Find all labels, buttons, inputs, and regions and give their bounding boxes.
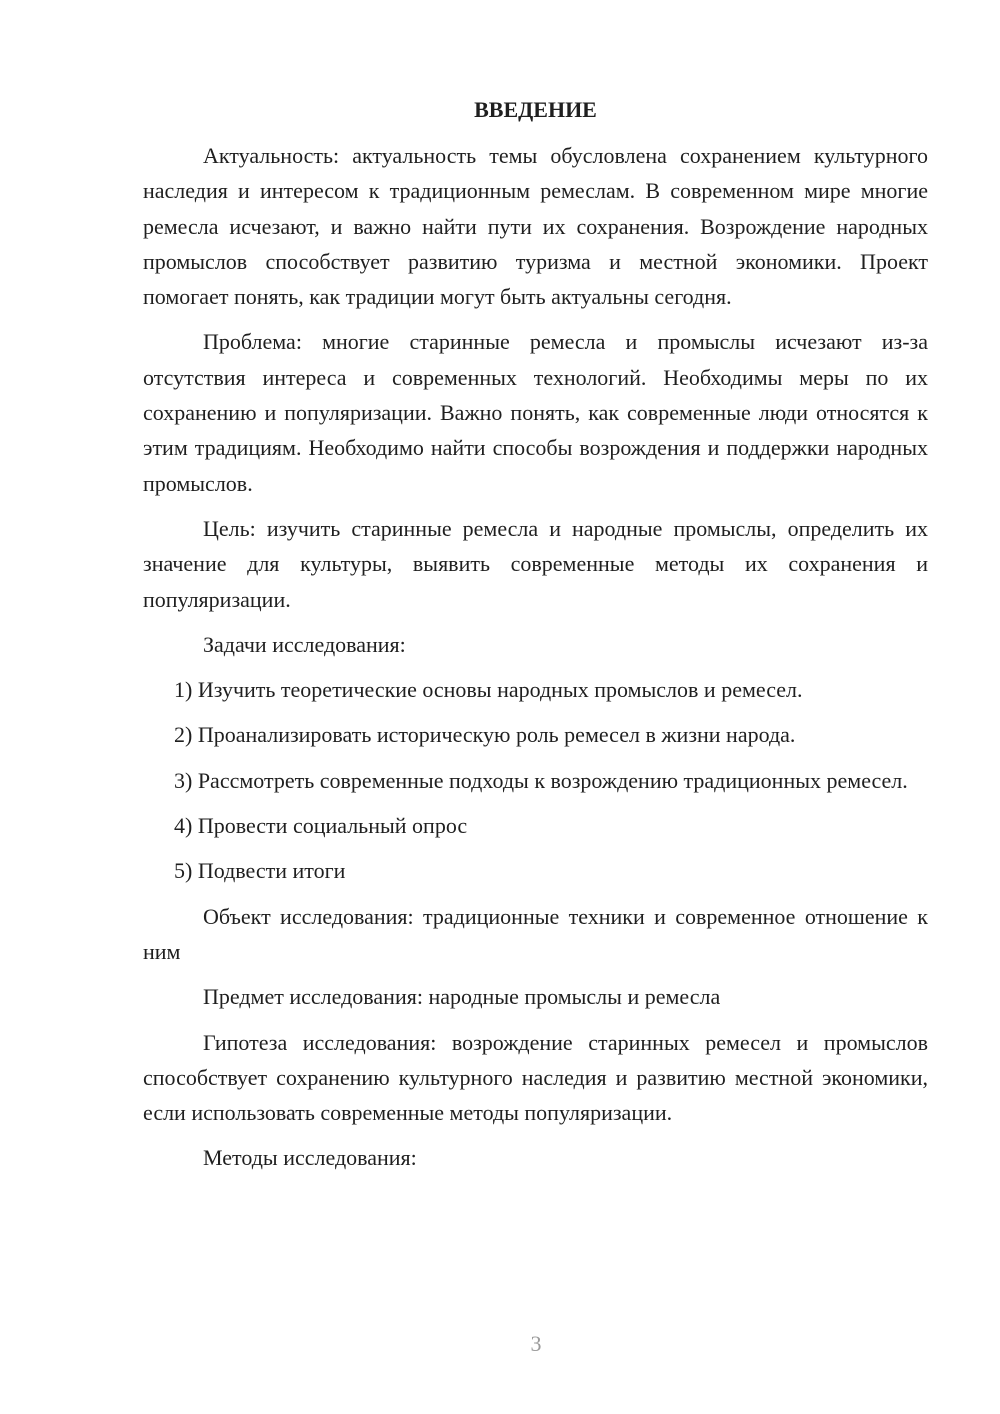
task-item-1: 1) Изучить теоретические основы народных промыслов и ремесел.	[174, 677, 803, 703]
page-content	[143, 90, 928, 1186]
problem-paragraph: Проблема: многие старинные ремесла и промыслы исчезают из-за отсутствия интереса и современных технологий. Необходимы меры по их сохранению и популяризации. Важно понять, как современные люди относятся к этим традициям. Необходимо найти способы возрождения и поддержки народных промыслов.	[143, 329, 928, 496]
tasks-intro: Задачи исследования:	[203, 631, 406, 657]
task-item-4: 4) Провести социальный опрос	[174, 813, 468, 839]
task-item-3: 3) Рассмотреть современные подходы к возрождению традиционных ремесел.	[174, 767, 908, 793]
subject-paragraph: Предмет исследования: народные промыслы и ремесла	[203, 984, 721, 1010]
hypothesis-paragraph: Гипотеза исследования: возрождение старинных ремесел и промыслов способствует сохранению культурного наследия и развитию местной экономики, если использовать современные методы популяризации.	[143, 1029, 928, 1126]
goal-paragraph: Цель: изучить старинные ремесла и народные промыслы, определить их значение для культуры, выявить современные методы их сохранения и популяризации.	[143, 515, 928, 612]
task-item-2: 2) Проанализировать историческую роль ремесел в жизни народа.	[174, 722, 796, 748]
task-item-5: 5) Подвести итоги	[174, 858, 346, 884]
page-heading: ВВЕДЕНИЕ	[474, 97, 597, 122]
methods-paragraph: Методы исследования:	[203, 1145, 417, 1171]
object-paragraph: Объект исследования: традиционные техники и современное отношение к ним	[143, 903, 928, 964]
page-number: 3	[530, 1331, 542, 1356]
relevance-paragraph: Актуальность: актуальность темы обусловлена сохранением культурного наследия и интересом к традиционным ремеслам. В современном мире многие ремесла исчезают, и важно найти пути их сохранения. Возрождение народных промыслов способствует развитию туризма и местной экономики. Проект помогает понять, как традиции могут быть актуальны сегодня.	[143, 143, 928, 310]
